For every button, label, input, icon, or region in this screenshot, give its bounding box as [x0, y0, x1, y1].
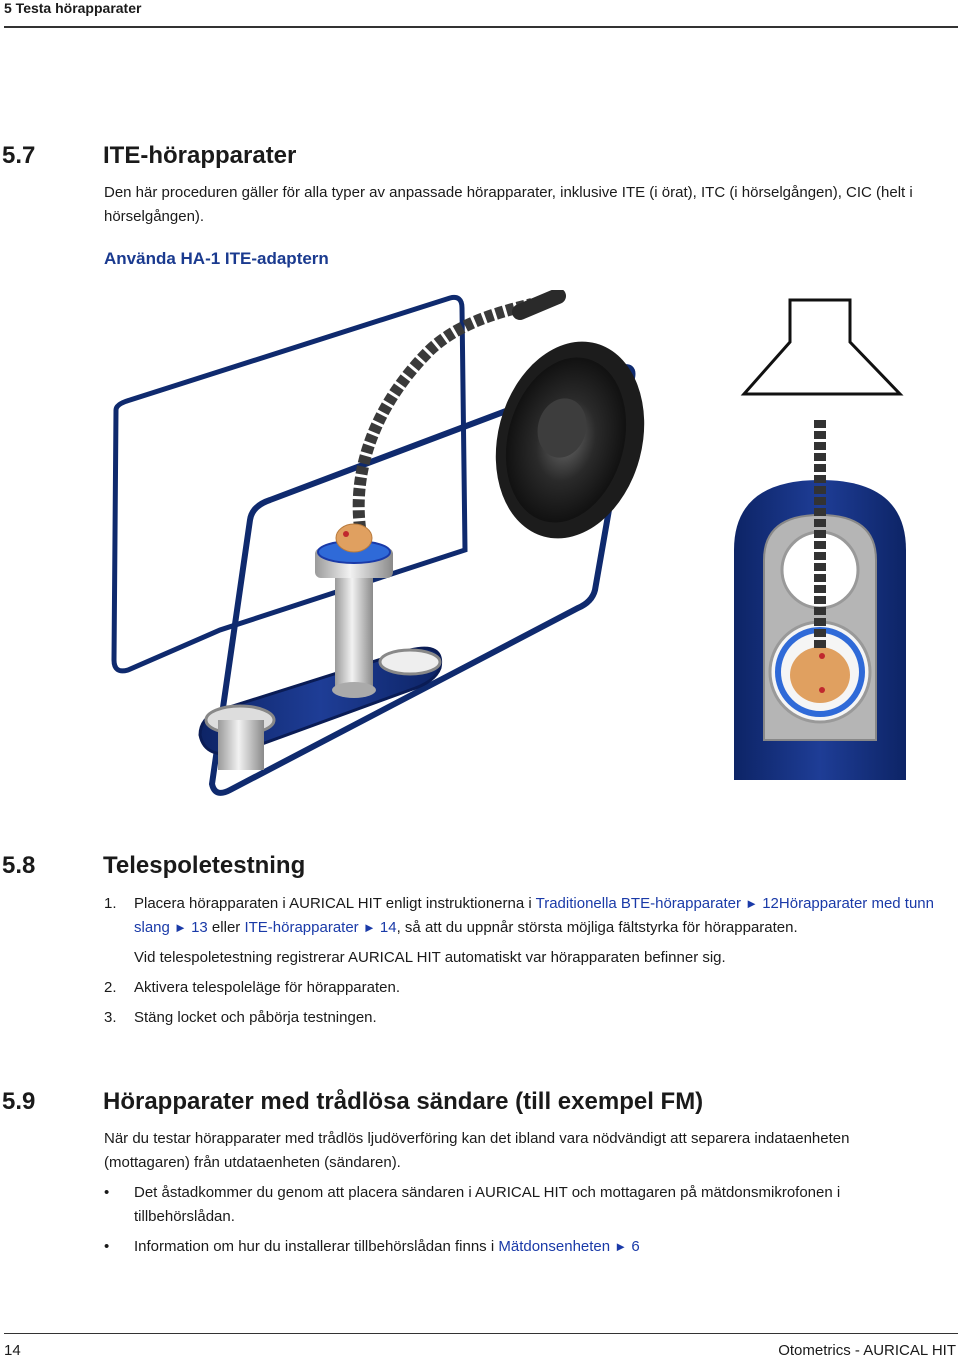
section-intro: När du testar hörapparater med trådlös ljudöverföring kan det ibland vara nödvändigt att separera indataenheten (mottagaren) från utdataenheten (sändaren). — [104, 1130, 850, 1171]
footer-brand: Otometrics - AURICAL HIT — [778, 1342, 956, 1359]
bell-outline — [744, 300, 900, 394]
page-ref-arrow: ► — [174, 920, 187, 935]
page-ref-14[interactable]: 14 — [379, 919, 397, 936]
page-ref-arrow: ► — [745, 896, 759, 911]
section-intro: Den här proceduren gäller för alla typer av anpassade hörapparater, inklusive ITE (i örat), ITC (i hörselgången), CIC (helt i hörselgången). — [104, 184, 913, 225]
bullet: • — [104, 1238, 110, 1255]
hearing-aid-shell — [336, 524, 372, 552]
section-title: Hörapparater med trådlösa sändare (till exempel FM) — [103, 1088, 704, 1115]
bullet-text: Information om hur du installerar tillbehörslådan finns i — [134, 1238, 499, 1255]
list-number: 2. — [104, 979, 117, 996]
list-text: Aktivera telespoleläge för hörapparaten. — [134, 979, 401, 996]
header-rule — [4, 26, 958, 28]
section-number: 5.8 — [2, 852, 36, 879]
bullet-text: Det åstadkommer du genom att placera sändaren i AURICAL HIT och mottagaren på mätdonsmikrofonen i tillbehörslådan. — [134, 1184, 841, 1225]
section-number: 5.7 — [2, 142, 36, 169]
page-ref-6[interactable]: 6 — [631, 1238, 640, 1255]
link-ite-hearing-aids[interactable]: ITE-hörapparater — [244, 919, 359, 936]
list-text: Stäng locket och påbörja testningen. — [134, 1009, 377, 1026]
bullet-item — [104, 1181, 944, 1229]
bullet: • — [104, 1184, 110, 1201]
page-ref-13[interactable]: 13 — [191, 919, 208, 936]
list-text: eller — [207, 919, 245, 936]
page-ref-arrow: ► — [614, 1239, 628, 1254]
footer-rule — [4, 1333, 958, 1334]
section-title: Telespoletestning — [103, 852, 306, 879]
list-number: 1. — [104, 895, 117, 912]
page-ref-12[interactable]: 12 — [762, 895, 779, 912]
list-item — [104, 892, 944, 940]
ite-adapter-illustration — [100, 290, 910, 800]
running-header: 5 Testa hörapparater — [4, 0, 142, 16]
link-bte-hearing-aids[interactable]: Traditionella BTE-hörapparater — [535, 895, 741, 912]
list-text: Placera hörapparaten i AURICAL HIT enligt instruktionerna i — [134, 895, 536, 912]
adapter-pillar — [335, 560, 373, 690]
subheading: Använda HA-1 ITE-adaptern — [104, 249, 329, 268]
top-view-inset — [734, 300, 906, 780]
link-fixture-unit[interactable]: Mätdonsenheten — [498, 1238, 611, 1255]
note-text: Vid telespoletestning registrerar AURICAL HIT automatiskt var hörapparaten befinner sig. — [134, 949, 726, 966]
list-number: 3. — [104, 1009, 117, 1026]
section-title: ITE-hörapparater — [103, 142, 297, 169]
link-thin-tube-hearing-aids[interactable]: Hörapparater med tunn slang — [134, 895, 934, 936]
coil-frame-back — [114, 297, 465, 670]
list-text: , så att du uppnår största möjliga fältstyrka för hörapparaten. — [396, 919, 798, 936]
page-ref-arrow: ► — [362, 920, 376, 935]
speaker — [475, 325, 666, 555]
section-number: 5.9 — [2, 1088, 36, 1115]
page-number: 14 — [4, 1342, 21, 1359]
